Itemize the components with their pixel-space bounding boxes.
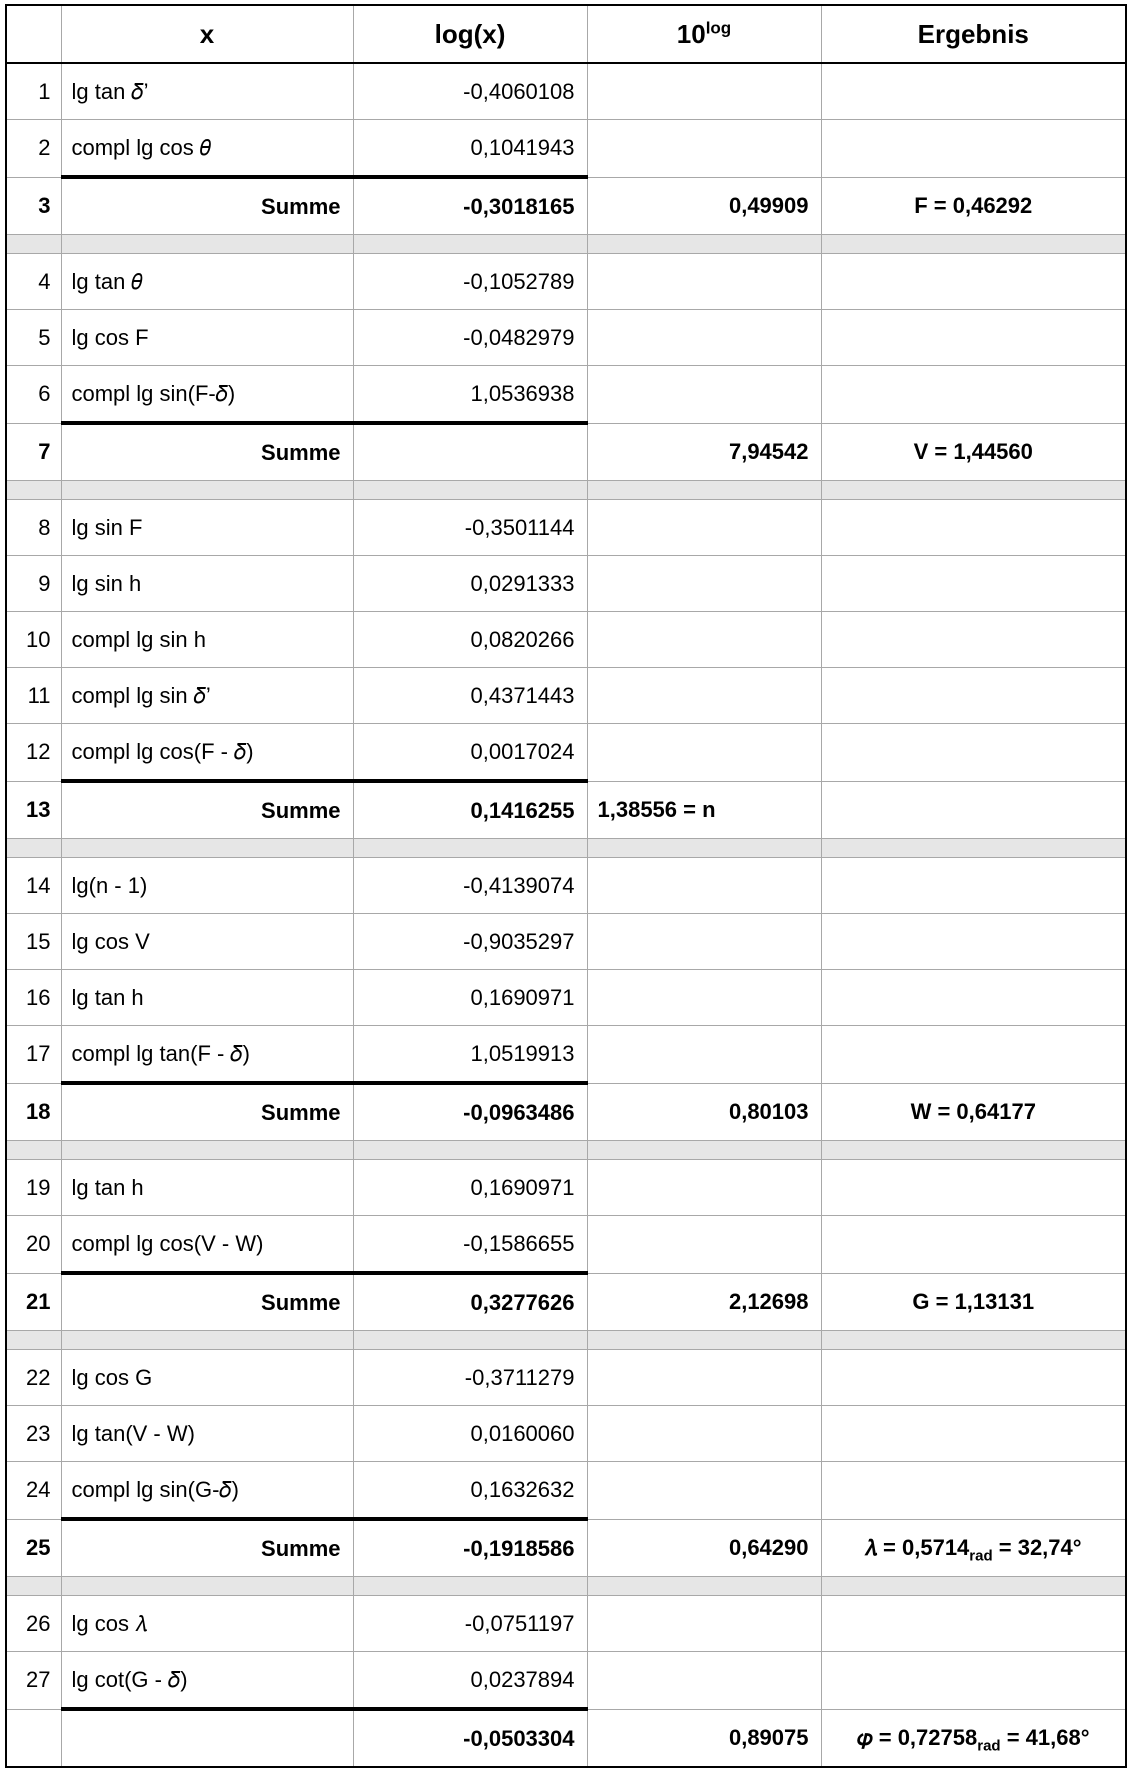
row-log-value: 0,0820266: [353, 612, 587, 668]
row-number: 8: [6, 500, 61, 556]
row-number: 1: [6, 63, 61, 120]
row-power-value: [587, 612, 821, 668]
row-power-value: [587, 556, 821, 612]
table-row: [6, 914, 1126, 970]
result-degrees: = 32,74°: [992, 1534, 1082, 1560]
row-label: compl lg sin 𝛿’: [61, 668, 353, 724]
row-label: lg sin h: [61, 556, 353, 612]
row-number: 16: [6, 970, 61, 1026]
row-number: 17: [6, 1026, 61, 1084]
header-row: [6, 5, 1126, 63]
row-log-value: -0,3711279: [353, 1350, 587, 1406]
row-result: [821, 120, 1126, 178]
sum-label: Summe: [61, 177, 353, 235]
separator-cell: [821, 1577, 1126, 1596]
sum-row: [6, 1273, 1126, 1331]
sum-row-number: 18: [6, 1083, 61, 1141]
sum-row: [6, 1519, 1126, 1577]
row-result: [821, 1026, 1126, 1084]
row-number: 24: [6, 1462, 61, 1520]
separator-cell: [353, 481, 587, 500]
row-log-value: 0,1041943: [353, 120, 587, 178]
sum-power-value: 2,12698: [587, 1273, 821, 1331]
row-power-value: [587, 1160, 821, 1216]
sum-row-number: 13: [6, 781, 61, 839]
sum-result: [821, 1709, 1126, 1767]
table-body: [6, 63, 1126, 1767]
row-result: [821, 556, 1126, 612]
table-row: [6, 1026, 1126, 1084]
separator-cell: [61, 1577, 353, 1596]
row-log-value: 0,0237894: [353, 1652, 587, 1710]
separator-cell: [6, 839, 61, 858]
row-log-value: 1,0519913: [353, 1026, 587, 1084]
row-log-value: 1,0536938: [353, 366, 587, 424]
row-result: [821, 500, 1126, 556]
row-power-value: [587, 914, 821, 970]
row-number: 14: [6, 858, 61, 914]
row-label: lg sin F: [61, 500, 353, 556]
row-power-value: [587, 858, 821, 914]
separator-cell: [587, 235, 821, 254]
row-power-value: [587, 1216, 821, 1274]
row-number: 23: [6, 1406, 61, 1462]
row-label: compl lg sin(F-𝛿): [61, 366, 353, 424]
row-log-value: 0,4371443: [353, 668, 587, 724]
separator-cell: [587, 1577, 821, 1596]
row-log-value: -0,9035297: [353, 914, 587, 970]
row-log-value: -0,1052789: [353, 254, 587, 310]
row-log-value: 0,1632632: [353, 1462, 587, 1520]
sum-label: Summe: [61, 1273, 353, 1331]
row-power-value: [587, 1462, 821, 1520]
header-power-base: 10: [676, 18, 706, 49]
row-log-value: -0,4139074: [353, 858, 587, 914]
row-result: [821, 914, 1126, 970]
row-power-value: [587, 1350, 821, 1406]
row-log-value: -0,4060108: [353, 63, 587, 120]
sum-log-value: -0,3018165: [353, 177, 587, 235]
row-number: 20: [6, 1216, 61, 1274]
header-result: Ergebnis: [821, 5, 1126, 63]
row-label: compl lg tan(F - 𝛿): [61, 1026, 353, 1084]
table-row: [6, 858, 1126, 914]
separator-cell: [821, 481, 1126, 500]
table-row: [6, 1406, 1126, 1462]
row-number: 27: [6, 1652, 61, 1710]
sum-row: [6, 423, 1126, 481]
row-power-value: [587, 1652, 821, 1710]
table-row: [6, 1462, 1126, 1520]
sum-label: Summe: [61, 781, 353, 839]
separator-cell: [587, 1331, 821, 1350]
separator-cell: [821, 1141, 1126, 1160]
separator-cell: [587, 481, 821, 500]
row-number: 2: [6, 120, 61, 178]
table-row: [6, 970, 1126, 1026]
separator-cell: [6, 481, 61, 500]
sum-label: [61, 1709, 353, 1767]
separator-row: [6, 481, 1126, 500]
row-result: [821, 310, 1126, 366]
separator-cell: [821, 235, 1126, 254]
sum-result: G = 1,13131: [821, 1273, 1126, 1331]
row-result: [821, 366, 1126, 424]
separator-row: [6, 1141, 1126, 1160]
row-result: [821, 254, 1126, 310]
sum-log-value: 0,3277626: [353, 1273, 587, 1331]
row-number: 12: [6, 724, 61, 782]
sum-row-number: 25: [6, 1519, 61, 1577]
table-row: [6, 612, 1126, 668]
row-power-value: [587, 1406, 821, 1462]
sum-result: V = 1,44560: [821, 423, 1126, 481]
row-power-value: [587, 366, 821, 424]
table-row: [6, 1160, 1126, 1216]
sum-power-value: 1,38556 = n: [587, 781, 821, 839]
sum-row: [6, 1083, 1126, 1141]
row-log-value: -0,0482979: [353, 310, 587, 366]
result-unit-subscript: rad: [977, 1737, 1001, 1755]
sum-result: [821, 781, 1126, 839]
row-label: compl lg sin(G-𝛿): [61, 1462, 353, 1520]
row-number: 5: [6, 310, 61, 366]
separator-cell: [61, 481, 353, 500]
table-row: [6, 556, 1126, 612]
header-log: log(x): [353, 5, 587, 63]
row-number: 19: [6, 1160, 61, 1216]
row-number: 10: [6, 612, 61, 668]
header-power-exponent: log: [705, 17, 732, 37]
separator-cell: [6, 235, 61, 254]
separator-row: [6, 235, 1126, 254]
sum-row-number: [6, 1709, 61, 1767]
sum-label: Summe: [61, 1519, 353, 1577]
result-unit-subscript: rad: [969, 1547, 993, 1565]
separator-cell: [6, 1331, 61, 1350]
row-result: [821, 63, 1126, 120]
header-x: x: [61, 5, 353, 63]
separator-cell: [821, 1331, 1126, 1350]
row-result: [821, 612, 1126, 668]
sum-row-number: 3: [6, 177, 61, 235]
row-label: lg tan h: [61, 1160, 353, 1216]
row-number: 15: [6, 914, 61, 970]
sum-log-value: -0,0963486: [353, 1083, 587, 1141]
sum-row: [6, 1709, 1126, 1767]
row-power-value: [587, 63, 821, 120]
row-power-value: [587, 500, 821, 556]
sum-row: [6, 781, 1126, 839]
row-label: lg cot(G - 𝛿): [61, 1652, 353, 1710]
separator-row: [6, 1331, 1126, 1350]
result-degrees: = 41,68°: [1000, 1724, 1090, 1750]
row-power-value: [587, 970, 821, 1026]
row-log-value: 0,0291333: [353, 556, 587, 612]
row-power-value: [587, 310, 821, 366]
separator-cell: [353, 1331, 587, 1350]
row-label: lg cos 𝜆: [61, 1596, 353, 1652]
row-log-value: -0,1586655: [353, 1216, 587, 1274]
row-result: [821, 1216, 1126, 1274]
row-number: 11: [6, 668, 61, 724]
row-result: [821, 668, 1126, 724]
row-label: compl lg cos(V - W): [61, 1216, 353, 1274]
sum-log-value: 0,1416255: [353, 781, 587, 839]
table-row: [6, 500, 1126, 556]
log-table-sheet: [5, 4, 1127, 1768]
row-number: 26: [6, 1596, 61, 1652]
sum-power-value: 0,49909: [587, 177, 821, 235]
row-result: [821, 970, 1126, 1026]
row-number: 22: [6, 1350, 61, 1406]
row-result: [821, 1652, 1126, 1710]
row-label: lg tan 𝜃: [61, 254, 353, 310]
row-label: compl lg sin h: [61, 612, 353, 668]
table-row: [6, 724, 1126, 782]
row-log-value: 0,1690971: [353, 970, 587, 1026]
result-main: 𝜑 = 0,72758: [856, 1724, 978, 1750]
sum-log-value: [353, 423, 587, 481]
row-power-value: [587, 254, 821, 310]
table-row: [6, 1216, 1126, 1274]
sum-log-value: -0,1918586: [353, 1519, 587, 1577]
row-log-value: 0,0017024: [353, 724, 587, 782]
sum-power-value: 0,89075: [587, 1709, 821, 1767]
separator-row: [6, 839, 1126, 858]
header-power: [587, 5, 821, 63]
row-power-value: [587, 1596, 821, 1652]
table-row: [6, 1596, 1126, 1652]
row-number: 9: [6, 556, 61, 612]
row-result: [821, 1462, 1126, 1520]
row-log-value: 0,0160060: [353, 1406, 587, 1462]
row-power-value: [587, 120, 821, 178]
separator-cell: [6, 1577, 61, 1596]
table-row: [6, 120, 1126, 178]
sum-row: [6, 177, 1126, 235]
row-number: 4: [6, 254, 61, 310]
table-row: [6, 1652, 1126, 1710]
sum-label: Summe: [61, 1083, 353, 1141]
row-label: compl lg cos(F - 𝛿): [61, 724, 353, 782]
sum-row-number: 7: [6, 423, 61, 481]
row-result: [821, 1160, 1126, 1216]
row-log-value: -0,0751197: [353, 1596, 587, 1652]
sum-power-value: 0,80103: [587, 1083, 821, 1141]
separator-cell: [61, 1141, 353, 1160]
row-power-value: [587, 1026, 821, 1084]
table-row: [6, 1350, 1126, 1406]
row-result: [821, 1406, 1126, 1462]
row-label: lg cos G: [61, 1350, 353, 1406]
row-log-value: 0,1690971: [353, 1160, 587, 1216]
row-label: compl lg cos 𝜃: [61, 120, 353, 178]
separator-cell: [587, 839, 821, 858]
row-label: lg tan(V - W): [61, 1406, 353, 1462]
row-number: 6: [6, 366, 61, 424]
separator-cell: [353, 235, 587, 254]
sum-row-number: 21: [6, 1273, 61, 1331]
separator-cell: [6, 1141, 61, 1160]
row-log-value: -0,3501144: [353, 500, 587, 556]
sum-result: W = 0,64177: [821, 1083, 1126, 1141]
row-label: lg cos F: [61, 310, 353, 366]
log-calculation-table: [5, 4, 1127, 1768]
row-label: lg tan 𝛿’: [61, 63, 353, 120]
separator-cell: [353, 1141, 587, 1160]
table-row: [6, 310, 1126, 366]
row-result: [821, 724, 1126, 782]
separator-cell: [61, 1331, 353, 1350]
table-row: [6, 668, 1126, 724]
row-label: lg(n - 1): [61, 858, 353, 914]
row-result: [821, 1596, 1126, 1652]
row-result: [821, 858, 1126, 914]
result-main: 𝜆 = 0,5714: [864, 1534, 970, 1560]
table-row: [6, 366, 1126, 424]
row-power-value: [587, 724, 821, 782]
header-index: [6, 5, 61, 63]
sum-power-value: 0,64290: [587, 1519, 821, 1577]
separator-cell: [353, 839, 587, 858]
separator-cell: [353, 1577, 587, 1596]
sum-result: [821, 1519, 1126, 1577]
table-row: [6, 63, 1126, 120]
sum-power-value: 7,94542: [587, 423, 821, 481]
separator-cell: [821, 839, 1126, 858]
row-result: [821, 1350, 1126, 1406]
table-row: [6, 254, 1126, 310]
sum-log-value: -0,0503304: [353, 1709, 587, 1767]
row-label: lg cos V: [61, 914, 353, 970]
sum-label: Summe: [61, 423, 353, 481]
row-power-value: [587, 668, 821, 724]
row-label: lg tan h: [61, 970, 353, 1026]
separator-cell: [61, 235, 353, 254]
sum-result: F = 0,46292: [821, 177, 1126, 235]
separator-row: [6, 1577, 1126, 1596]
separator-cell: [61, 839, 353, 858]
separator-cell: [587, 1141, 821, 1160]
